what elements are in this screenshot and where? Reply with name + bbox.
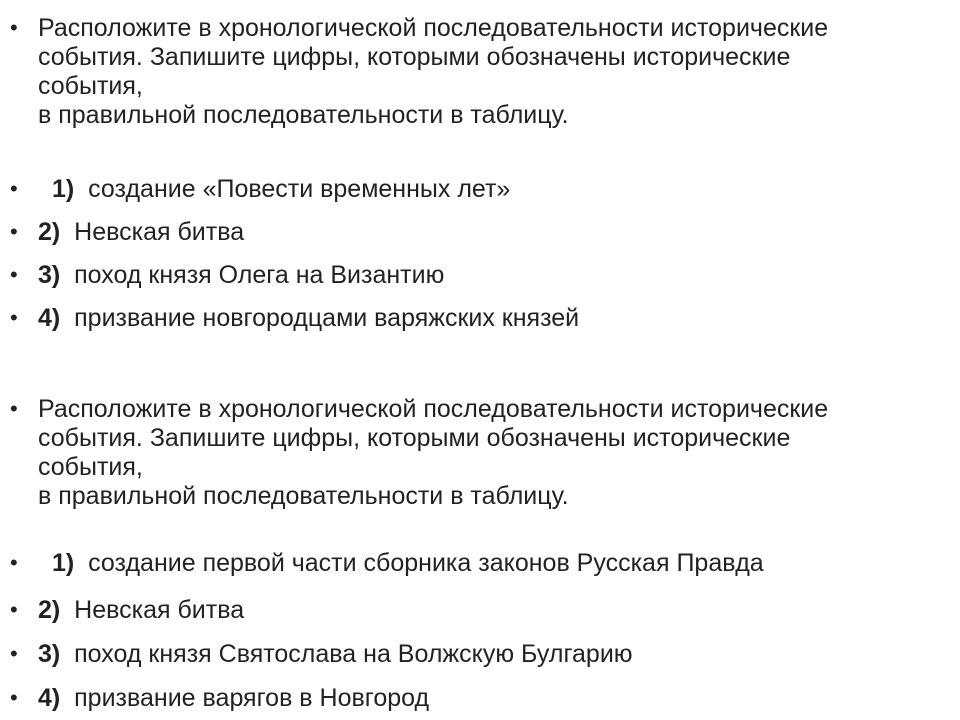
task1-intro-line: события, bbox=[38, 72, 143, 100]
task2-item-1 bbox=[10, 549, 940, 578]
task2-intro-line: Расположите в хронологической последовательности исторические bbox=[38, 395, 829, 423]
task1-intro bbox=[10, 14, 940, 130]
task1-intro-line: в правильной последовательности в таблицу. bbox=[38, 101, 569, 129]
task2-item-2 bbox=[10, 596, 940, 625]
item-number: 2) bbox=[38, 218, 61, 246]
item-number: 3) bbox=[38, 261, 61, 289]
bullet-icon: • bbox=[10, 262, 18, 287]
task1-item-2 bbox=[10, 218, 940, 247]
task1-intro-line: события. Запишите цифры, которыми обозначены исторические bbox=[38, 43, 791, 71]
item-number: 1) bbox=[52, 549, 75, 577]
item-number: 4) bbox=[38, 304, 61, 332]
bullet-icon: • bbox=[10, 641, 18, 666]
item-number: 3) bbox=[38, 640, 61, 668]
task2-intro bbox=[10, 395, 940, 511]
item-number: 1) bbox=[52, 175, 75, 203]
item-text: создание «Повести временных лет» bbox=[88, 175, 511, 203]
task1-item-4 bbox=[10, 304, 940, 333]
item-text: Невская битва bbox=[74, 218, 245, 246]
task1-item-1 bbox=[10, 175, 940, 204]
task1-intro-line: Расположите в хронологической последовательности исторические bbox=[38, 14, 829, 42]
item-text: поход князя Святослава на Волжскую Булгарию bbox=[74, 640, 633, 668]
item-text: создание первой части сборника законов Русская Правда bbox=[88, 549, 764, 577]
item-number: 4) bbox=[38, 684, 61, 712]
task2-intro-line: события, bbox=[38, 453, 143, 481]
task2-item-3 bbox=[10, 640, 940, 669]
task1-item-3 bbox=[10, 261, 940, 290]
item-text: поход князя Олега на Византию bbox=[74, 261, 445, 289]
bullet-icon: • bbox=[10, 15, 18, 40]
bullet-icon: • bbox=[10, 176, 18, 201]
bullet-icon: • bbox=[10, 550, 18, 575]
item-text: призвание варягов в Новгород bbox=[74, 684, 430, 712]
bullet-icon: • bbox=[10, 597, 18, 622]
bullet-icon: • bbox=[10, 396, 18, 421]
task2-item-4 bbox=[10, 684, 940, 713]
bullet-icon: • bbox=[10, 685, 18, 710]
task2-intro-line: в правильной последовательности в таблицу. bbox=[38, 482, 569, 510]
item-text: Невская битва bbox=[74, 596, 245, 624]
item-text: призвание новгородцами варяжских князей bbox=[74, 304, 580, 332]
task2-intro-line: события. Запишите цифры, которыми обозначены исторические bbox=[38, 424, 791, 452]
bullet-icon: • bbox=[10, 305, 18, 330]
bullet-icon: • bbox=[10, 219, 18, 244]
item-number: 2) bbox=[38, 596, 61, 624]
